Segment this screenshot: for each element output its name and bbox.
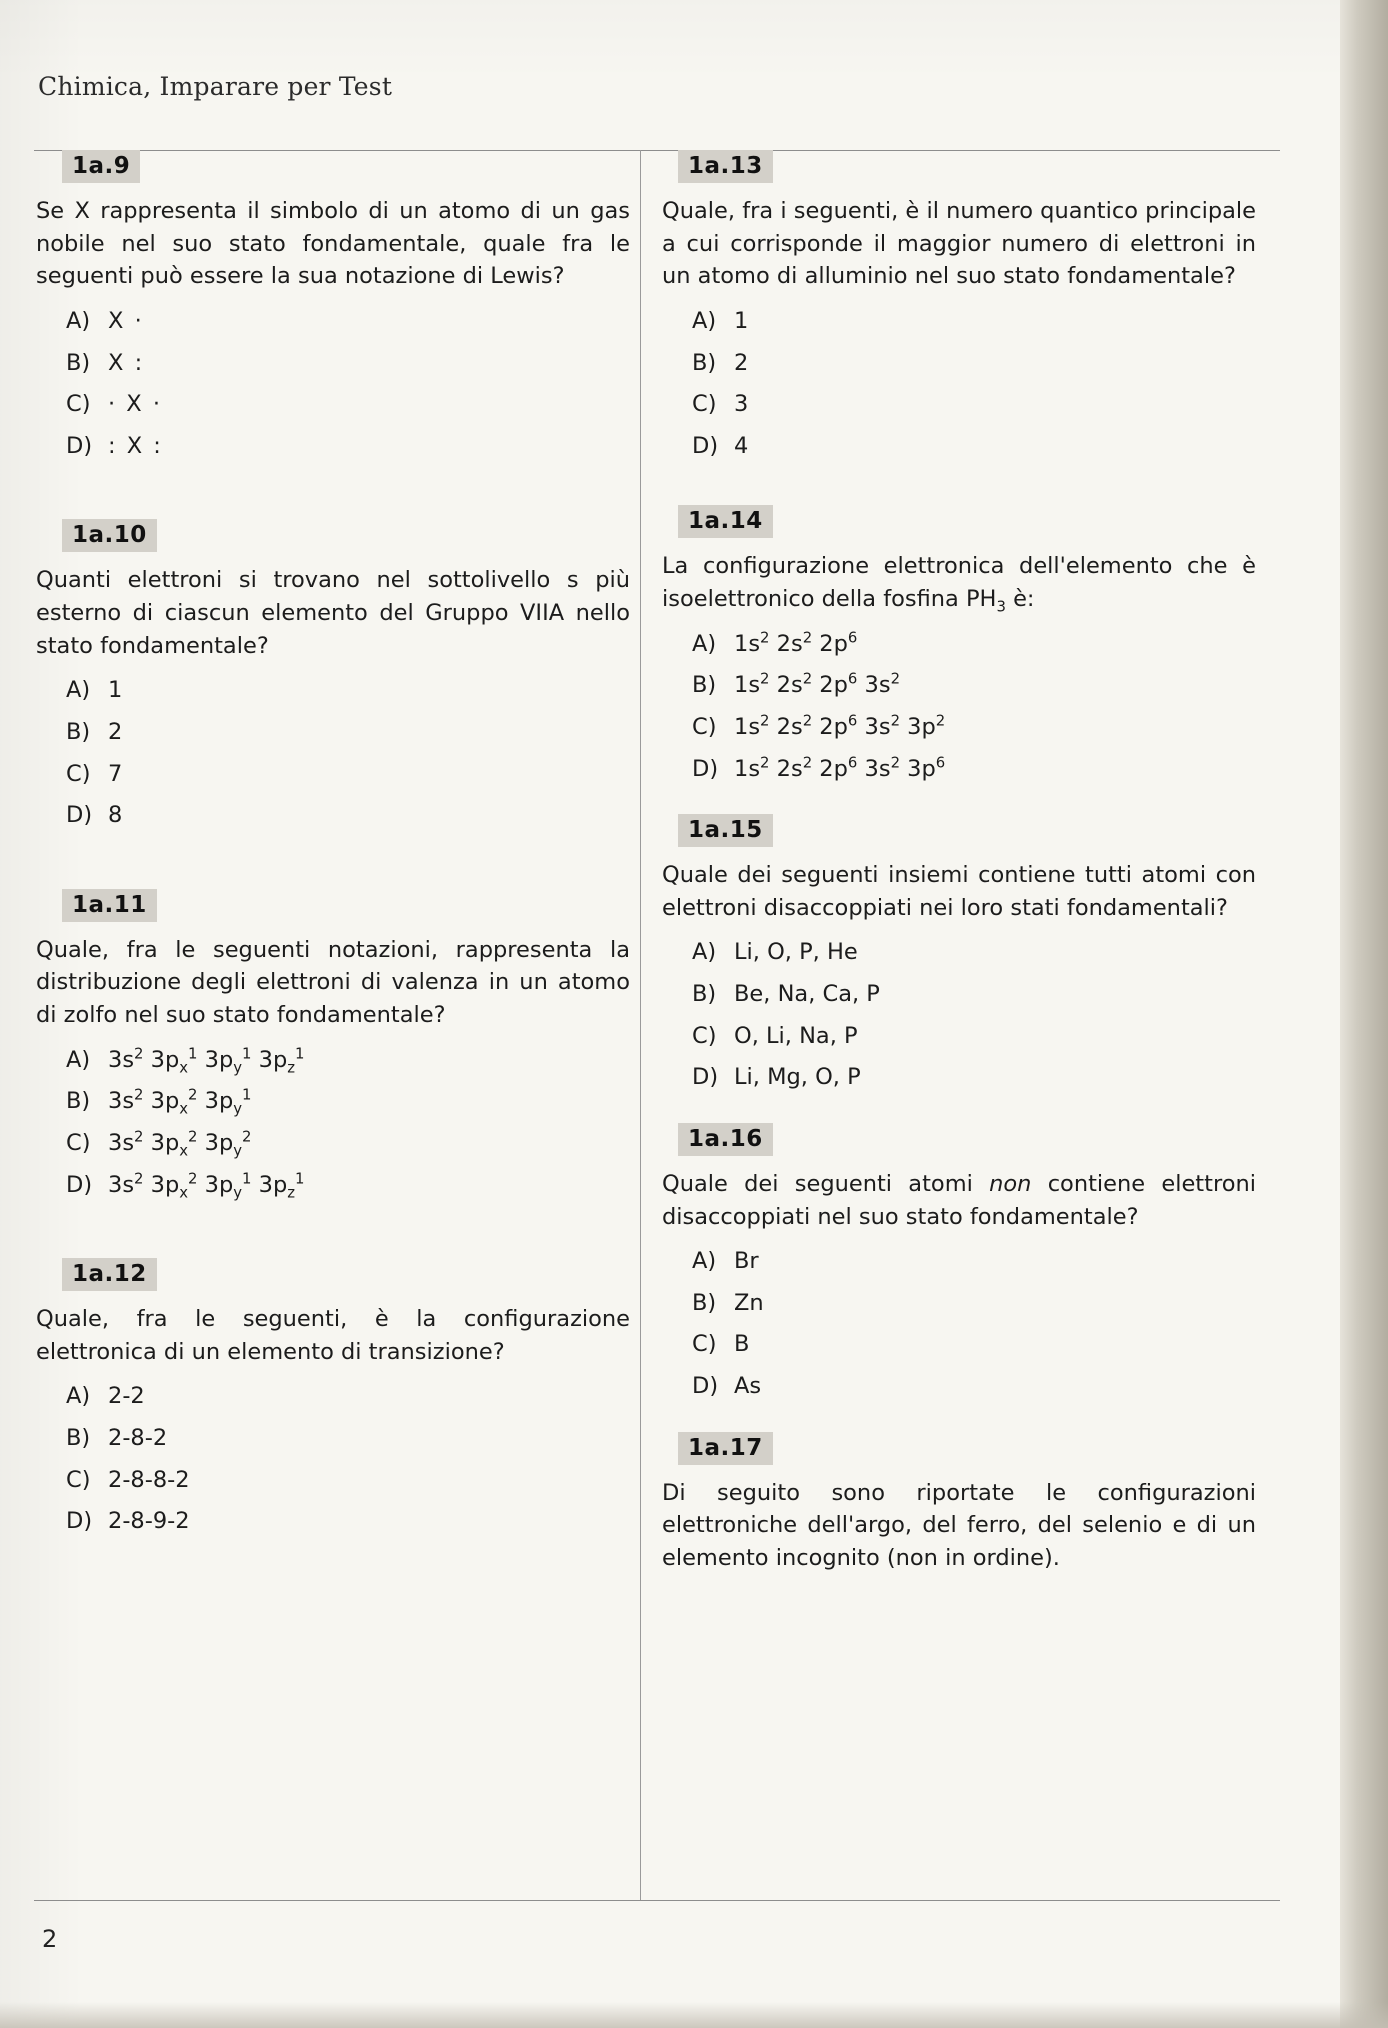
option-item[interactable] <box>34 1376 634 1418</box>
option-item[interactable] <box>660 624 1260 666</box>
option-item[interactable] <box>660 707 1260 749</box>
option-text: $3s^2$ $3p_x^1$ $3p_y^1$ $3p_z^1$ <box>108 1044 305 1077</box>
option-text: · X · <box>108 391 163 418</box>
option-label: C) <box>692 1331 717 1358</box>
option-text: 4 <box>734 432 749 459</box>
option-text: 2-8-9-2 <box>108 1508 190 1535</box>
option-label: B) <box>692 981 717 1007</box>
option-label: B) <box>66 1088 91 1115</box>
question-text: Se X rappresenta il simbolo di un atomo di un gas nobile nel suo stato fondamentale, quale fra le seguenti può essere la sua notazione di Lewis? <box>36 198 630 290</box>
question-number-badge: 1a.12 <box>62 1258 157 1291</box>
question-block-1a15 <box>660 814 1260 1099</box>
option-item[interactable] <box>34 1418 634 1460</box>
question-text: Quale, fra le seguenti notazioni, rappresenta la distribuzione degli elettroni di valenza in un atomo di zolfo nel suo stato fondamentale? <box>36 936 630 1028</box>
option-label: A) <box>66 1383 91 1410</box>
question-number-badge: 1a.14 <box>678 505 773 538</box>
option-item[interactable] <box>660 665 1260 707</box>
question-block-1a14 <box>660 505 1260 790</box>
option-text: $3s^2$ $3p_x^2$ $3p_y^1$ <box>108 1085 252 1118</box>
option-label: A) <box>66 1046 91 1073</box>
option-text: 7 <box>108 760 123 787</box>
question-block-1a9 <box>34 150 634 467</box>
option-item[interactable] <box>34 426 634 468</box>
book-edge-shadow <box>1340 0 1388 2028</box>
option-text: Zn <box>734 1289 764 1316</box>
option-item[interactable] <box>660 749 1260 791</box>
option-text: Li, O, P, He <box>734 939 858 966</box>
option-item[interactable] <box>34 384 634 426</box>
option-item[interactable] <box>34 343 634 385</box>
question-number-badge: 1a.17 <box>678 1432 773 1465</box>
option-label: D) <box>66 1171 93 1198</box>
option-text: X : <box>108 349 145 376</box>
option-item[interactable] <box>660 1324 1260 1366</box>
option-text: Be, Na, Ca, P <box>734 981 880 1007</box>
option-label: A) <box>66 307 91 334</box>
block-spacer <box>34 845 634 889</box>
option-text: 2 <box>734 349 749 376</box>
option-item[interactable] <box>34 670 634 712</box>
question-number-badge: 1a.15 <box>678 814 773 847</box>
page-number: 2 <box>42 1925 58 1953</box>
question-number-badge: 1a.13 <box>678 150 773 183</box>
option-text: 1 <box>734 307 749 334</box>
option-label: B) <box>66 349 91 376</box>
column-divider <box>640 150 641 1900</box>
option-item[interactable] <box>660 974 1260 1016</box>
option-text: B <box>734 1331 750 1358</box>
option-text: As <box>734 1373 762 1399</box>
option-label: B) <box>692 349 717 376</box>
question-text: Quale dei seguenti atomi non contiene elettroni disaccoppiati nel suo stato fondamentale? <box>662 1170 1256 1230</box>
option-text: 2-8-2 <box>108 1425 168 1451</box>
question-number-badge: 1a.11 <box>62 889 157 922</box>
options-list <box>660 1241 1260 1408</box>
block-spacer <box>34 1214 634 1258</box>
question-block-1a16 <box>660 1123 1260 1408</box>
option-text: $3s^2$ $3p_x^2$ $3p_y^1$ $3p_z^1$ <box>108 1169 305 1201</box>
question-number-badge: 1a.16 <box>678 1123 773 1156</box>
option-label: C) <box>692 713 717 740</box>
option-label: B) <box>66 718 91 745</box>
option-item[interactable] <box>34 1165 634 1207</box>
option-text: $1s^2$ $2s^2$ $2p^6$ <box>734 628 858 657</box>
option-item[interactable] <box>34 712 634 754</box>
option-text: 2-2 <box>108 1383 145 1410</box>
option-item[interactable] <box>34 1081 634 1123</box>
option-item[interactable] <box>660 932 1260 974</box>
option-text: 8 <box>108 802 123 829</box>
option-label: C) <box>692 391 717 418</box>
block-spacer <box>34 475 634 519</box>
block-spacer <box>660 1416 1260 1432</box>
option-label: D) <box>66 1508 93 1535</box>
question-block-1a10 <box>34 519 634 836</box>
question-block-1a11 <box>34 889 634 1206</box>
question-text: La configurazione elettronica dell'elemento che è isoelettronico della fosfina $PH_3$ è: <box>662 553 1256 616</box>
question-number-badge: 1a.10 <box>62 519 157 552</box>
option-label: B) <box>692 1289 717 1316</box>
options-list <box>660 624 1260 791</box>
option-label: A) <box>692 939 717 966</box>
question-text: Quale, fra i seguenti, è il numero quantico principale a cui corrisponde il maggior numero di elettroni in un atomo di alluminio nel suo stato fondamentale? <box>662 198 1256 290</box>
option-label: D) <box>66 432 93 459</box>
option-item[interactable] <box>660 1016 1260 1058</box>
option-item[interactable] <box>660 1057 1260 1099</box>
footer-rule <box>34 1900 1280 1901</box>
option-item[interactable] <box>660 426 1260 468</box>
block-spacer <box>660 475 1260 505</box>
block-spacer <box>660 798 1260 814</box>
option-item[interactable] <box>34 1040 634 1082</box>
option-text: X · <box>108 307 144 334</box>
options-list <box>660 932 1260 1099</box>
options-list <box>660 301 1260 468</box>
question-block-1a17 <box>660 1432 1260 1575</box>
option-item[interactable] <box>660 1241 1260 1283</box>
option-label: C) <box>692 1022 717 1049</box>
option-label: A) <box>692 1248 717 1275</box>
option-label: C) <box>66 391 91 418</box>
question-block-1a13 <box>660 150 1260 467</box>
question-text: Di seguito sono riportate le configurazioni elettroniche dell'argo, del ferro, del selenio e di un elemento incognito (non in ordine). <box>662 1479 1256 1571</box>
option-label: C) <box>66 1129 91 1156</box>
option-text: $1s^2$ $2s^2$ $2p^6$ $3s^2$ <box>734 669 901 699</box>
option-text: 3 <box>734 391 749 418</box>
option-item[interactable] <box>660 1283 1260 1325</box>
option-item[interactable] <box>660 1366 1260 1408</box>
question-text: Quale, fra le seguenti, è la configurazione elettronica di un elemento di transizione? <box>36 1306 630 1365</box>
options-list <box>34 1376 634 1543</box>
option-text: : X : <box>108 432 163 459</box>
option-text: $1s^2$ $2s^2$ $2p^6$ $3s^2$ $3p^2$ <box>734 711 946 740</box>
option-text: 2-8-8-2 <box>108 1466 190 1493</box>
question-text: Quanti elettroni si trovano nel sottolivello s più esterno di ciascun elemento del Gruppo VIIA nello stato fondamentale? <box>36 567 630 659</box>
option-label: B) <box>692 672 717 699</box>
options-list <box>34 301 634 468</box>
left-column <box>34 150 634 1551</box>
option-label: A) <box>692 307 717 334</box>
option-item[interactable] <box>34 1123 634 1165</box>
option-text: $1s^2$ $2s^2$ $2p^6$ $3s^2$ $3p^6$ <box>734 753 946 782</box>
option-item[interactable] <box>34 301 634 343</box>
question-text: Quale dei seguenti insiemi contiene tutti atomi con elettroni disaccoppiati nei loro stati fondamentali? <box>662 862 1256 921</box>
option-label: A) <box>692 630 717 657</box>
option-item[interactable] <box>34 1460 634 1502</box>
option-text: 1 <box>108 677 123 704</box>
option-item[interactable] <box>34 754 634 796</box>
option-text: 2 <box>108 718 123 745</box>
options-list <box>34 1040 634 1207</box>
question-number-badge: 1a.9 <box>62 150 140 183</box>
option-text: O, Li, Na, P <box>734 1022 858 1049</box>
option-text: Li, Mg, O, P <box>734 1064 861 1091</box>
option-item[interactable] <box>34 1501 634 1543</box>
options-list <box>34 670 634 837</box>
block-spacer <box>660 1107 1260 1123</box>
option-item[interactable] <box>34 795 634 837</box>
option-item[interactable] <box>660 384 1260 426</box>
option-item[interactable] <box>660 343 1260 385</box>
right-column <box>660 150 1260 1583</box>
page-header: Chimica, Imparare per Test <box>38 72 393 101</box>
option-label: D) <box>692 755 719 782</box>
option-item[interactable] <box>660 301 1260 343</box>
option-label: D) <box>692 1373 719 1399</box>
option-label: D) <box>692 1064 719 1091</box>
page-bottom-shadow <box>0 2002 1388 2028</box>
option-label: D) <box>66 802 93 829</box>
question-block-1a12 <box>34 1258 634 1543</box>
option-text: Br <box>734 1248 759 1275</box>
option-text: $3s^2$ $3p_x^2$ $3p_y^2$ <box>108 1127 252 1160</box>
option-label: A) <box>66 677 91 704</box>
option-label: C) <box>66 760 91 787</box>
option-label: B) <box>66 1425 91 1451</box>
option-label: C) <box>66 1466 91 1493</box>
option-label: D) <box>692 432 719 459</box>
